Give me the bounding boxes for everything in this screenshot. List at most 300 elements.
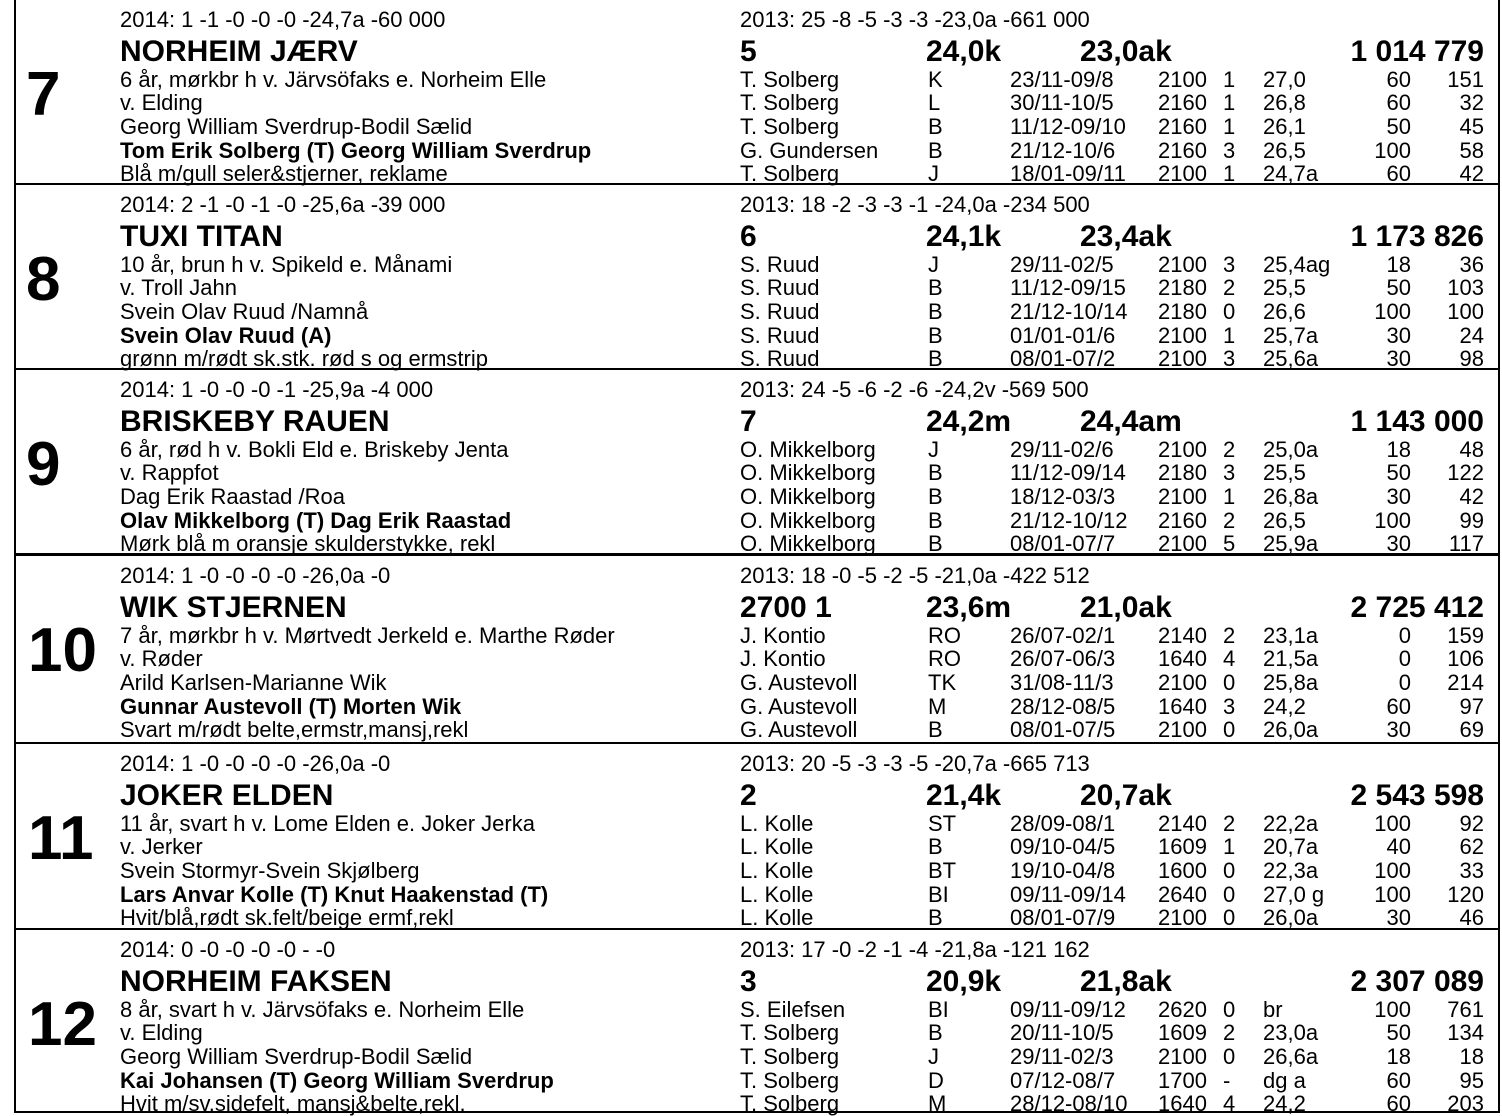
start-odds: 30 [1386,323,1411,348]
start-date: 31/08-11/3 [1010,670,1114,695]
post-position: 6 [740,220,757,253]
start-placing: 1 [1223,323,1236,348]
start-odds: 30 [1386,717,1411,742]
start-odds: 18 [1386,1044,1411,1069]
start-value: 45 [1459,114,1484,139]
start-date: 11/12-09/10 [1010,114,1126,139]
start-time: 24,2 [1263,694,1306,719]
start-driver: G. Austevoll [740,694,858,719]
start-track: K [928,67,943,92]
start-distance: 2140 [1158,623,1207,648]
start-date: 28/12-08/5 [1010,694,1116,719]
start-value: 92 [1459,811,1484,836]
start-driver: S. Ruud [740,346,820,371]
start-placing: 1 [1223,484,1236,509]
start-date: 09/11-09/14 [1010,882,1126,907]
start-track: BT [928,858,957,883]
start-track: RO [928,623,961,648]
start-distance: 2100 [1158,717,1207,742]
start-placing: 2 [1223,437,1236,462]
start-track: TK [928,670,957,695]
start-odds: 100 [1374,508,1411,533]
horse-name: TUXI TITAN [120,220,283,253]
stats-2014: 2014: 1 -0 -0 -0 -0 -26,0a -0 [120,563,391,588]
start-date: 07/12-08/7 [1010,1068,1116,1093]
start-driver: T. Solberg [740,1068,840,1093]
start-time: dg a [1263,1068,1306,1093]
start-odds: 60 [1386,161,1411,186]
start-value: 62 [1459,834,1484,859]
start-placing: 1 [1223,67,1236,92]
career-earnings: 2 543 598 [1350,779,1484,812]
racing-colors: Mørk blå m oransje skulderstykke, rekl [120,531,496,556]
start-date: 28/09-08/1 [1010,811,1116,836]
start-track: B [928,717,943,742]
start-distance: 1609 [1158,834,1207,859]
trainer-owner: Lars Anvar Kolle (T) Knut Haakenstad (T) [120,882,549,907]
horse-entry [16,556,1498,744]
start-placing: 0 [1223,997,1236,1022]
start-value: 103 [1447,275,1484,300]
start-placing: 3 [1223,460,1236,485]
start-odds: 100 [1374,858,1411,883]
start-distance: 2140 [1158,811,1207,836]
start-time: 26,6 [1263,299,1306,324]
start-track: BI [928,882,949,907]
start-odds: 100 [1374,997,1411,1022]
start-distance: 2100 [1158,1044,1207,1069]
start-date: 08/01-07/2 [1010,346,1116,371]
start-distance: 2100 [1158,484,1207,509]
start-driver: G. Austevoll [740,717,858,742]
start-driver: T. Solberg [740,1020,840,1045]
start-value: 98 [1459,346,1484,371]
start-distance: 2160 [1158,508,1207,533]
horse-name: NORHEIM JÆRV [120,35,358,68]
start-track: D [928,1068,944,1093]
start-track: B [928,834,943,859]
start-date: 08/01-07/7 [1010,531,1116,556]
start-track: BI [928,997,949,1022]
racing-colors: Hvit/blå,rødt sk.felt/beige ermf,rekl [120,905,454,930]
start-odds: 18 [1386,252,1411,277]
start-driver: T. Solberg [740,1044,840,1069]
start-value: 18 [1459,1044,1484,1069]
start-placing: 3 [1223,252,1236,277]
horse-info-line: Svein Olav Ruud /Namnå [120,299,369,324]
start-odds: 60 [1386,90,1411,115]
start-distance: 1700 [1158,1068,1207,1093]
horse-info-line: 8 år, svart h v. Järvsöfaks e. Norheim Elle [120,997,525,1022]
start-odds: 0 [1398,623,1411,648]
career-earnings: 1 014 779 [1350,35,1484,68]
horse-name: NORHEIM FAKSEN [120,965,392,998]
start-track: B [928,460,943,485]
start-placing: 2 [1223,811,1236,836]
start-odds: 100 [1374,299,1411,324]
start-time: 25,9a [1263,531,1319,556]
start-time: 25,5 [1263,275,1306,300]
start-odds: 50 [1386,275,1411,300]
trainer-owner: Gunnar Austevoll (T) Morten Wik [120,694,462,719]
start-distance: 2100 [1158,161,1207,186]
start-distance: 2160 [1158,138,1207,163]
start-value: 36 [1459,252,1484,277]
record-time: 24,0k [926,35,1002,68]
horse-info-line: 6 år, rød h v. Bokli Eld e. Briskeby Jenta [120,437,509,462]
start-odds: 50 [1386,460,1411,485]
horse-info-line: v. Jerker [120,834,203,859]
start-track: J [928,1044,939,1069]
start-time: 23,1a [1263,623,1319,648]
start-number: 9 [26,430,61,499]
start-value: 69 [1459,717,1484,742]
start-date: 21/12-10/14 [1010,299,1128,324]
start-time: 22,3a [1263,858,1319,883]
start-value: 159 [1447,623,1484,648]
post-position: 3 [740,965,757,998]
start-odds: 100 [1374,811,1411,836]
start-driver: O. Mikkelborg [740,437,876,462]
start-time: br [1263,997,1283,1022]
start-placing: 2 [1223,1020,1236,1045]
horse-name: WIK STJERNEN [120,591,347,624]
start-driver: T. Solberg [740,114,840,139]
start-driver: S. Ruud [740,252,820,277]
start-value: 95 [1459,1068,1484,1093]
start-odds: 50 [1386,1020,1411,1045]
record-time: 24,1k [926,220,1002,253]
start-placing: 0 [1223,858,1236,883]
stats-2014: 2014: 1 -1 -0 -0 -0 -24,7a -60 000 [120,7,446,32]
stats-2014: 2014: 1 -0 -0 -0 -0 -26,0a -0 [120,751,391,776]
start-track: ST [928,811,957,836]
start-distance: 2100 [1158,252,1207,277]
trainer-owner: Olav Mikkelborg (T) Dag Erik Raastad [120,508,512,533]
start-driver: S. Ruud [740,275,820,300]
horse-entry [16,744,1498,930]
start-track: M [928,694,947,719]
horse-info-line: Svein Stormyr-Svein Skjølberg [120,858,420,883]
start-date: 30/11-10/5 [1010,90,1114,115]
start-track: B [928,299,943,324]
horse-info-line: v. Elding [120,90,203,115]
stats-2013: 2013: 18 -2 -3 -3 -1 -24,0a -234 500 [740,192,1090,217]
start-odds: 30 [1386,346,1411,371]
post-position: 2700 1 [740,591,832,624]
start-time: 25,4ag [1263,252,1331,277]
start-odds: 30 [1386,905,1411,930]
stats-2014: 2014: 1 -0 -0 -0 -1 -25,9a -4 000 [120,377,434,402]
start-odds: 60 [1386,694,1411,719]
start-track: B [928,275,943,300]
horse-info-line: Georg William Sverdrup-Bodil Sælid [120,1044,473,1069]
start-date: 26/07-02/1 [1010,623,1116,648]
start-date: 21/12-10/12 [1010,508,1128,533]
horse-info-line: v. Rappfot [120,460,219,485]
start-date: 18/01-09/11 [1010,161,1126,186]
start-time: 25,8a [1263,670,1319,695]
start-value: 100 [1447,299,1484,324]
post-position: 7 [740,405,757,438]
start-distance: 2100 [1158,905,1207,930]
start-driver: J. Kontio [740,646,826,671]
start-distance: 2620 [1158,997,1207,1022]
horse-info-line: 11 år, svart h v. Lome Elden e. Joker Jerka [120,811,535,836]
start-time: 25,0a [1263,437,1319,462]
start-time: 26,0a [1263,905,1319,930]
start-placing: 3 [1223,138,1236,163]
start-driver: S. Ruud [740,323,820,348]
start-time: 27,0 [1263,67,1306,92]
start-number: 11 [28,804,94,873]
start-value: 58 [1459,138,1484,163]
start-placing: - [1223,1068,1231,1093]
start-distance: 1640 [1158,1091,1207,1116]
start-date: 11/12-09/14 [1010,460,1126,485]
start-date: 26/07-06/3 [1010,646,1116,671]
horse-info-line: Arild Karlsen-Marianne Wik [120,670,387,695]
horse-info-line: 6 år, mørkbr h v. Järvsöfaks e. Norheim Elle [120,67,547,92]
start-date: 09/11-09/12 [1010,997,1126,1022]
start-value: 106 [1447,646,1484,671]
start-distance: 2100 [1158,531,1207,556]
start-distance: 1640 [1158,694,1207,719]
start-placing: 3 [1223,346,1236,371]
horse-info-line: v. Troll Jahn [120,275,237,300]
stats-2013: 2013: 18 -0 -5 -2 -5 -21,0a -422 512 [740,563,1090,588]
record-time-auto: 23,4ak [1080,220,1172,253]
start-placing: 0 [1223,905,1236,930]
start-placing: 3 [1223,694,1236,719]
start-distance: 2100 [1158,437,1207,462]
start-distance: 1600 [1158,858,1207,883]
start-time: 25,6a [1263,346,1319,371]
start-odds: 60 [1386,1091,1411,1116]
post-position: 5 [740,35,757,68]
start-distance: 2100 [1158,670,1207,695]
start-track: J [928,161,939,186]
start-driver: O. Mikkelborg [740,460,876,485]
start-track: RO [928,646,961,671]
record-time-auto: 24,4am [1080,405,1182,438]
start-odds: 0 [1398,646,1411,671]
start-driver: S. Ruud [740,299,820,324]
horse-info-line: Dag Erik Raastad /Roa [120,484,345,509]
start-date: 29/11-02/5 [1010,252,1114,277]
start-placing: 1 [1223,834,1236,859]
career-earnings: 2 725 412 [1350,591,1484,624]
start-odds: 60 [1386,67,1411,92]
start-driver: G. Gundersen [740,138,879,163]
start-driver: L. Kolle [740,834,814,859]
start-date: 21/12-10/6 [1010,138,1116,163]
record-time-auto: 21,0ak [1080,591,1172,624]
record-time-auto: 21,8ak [1080,965,1172,998]
start-number: 7 [26,60,61,129]
stats-2013: 2013: 24 -5 -6 -2 -6 -24,2v -569 500 [740,377,1089,402]
start-placing: 4 [1223,1091,1236,1116]
start-time: 26,5 [1263,138,1306,163]
start-placing: 0 [1223,299,1236,324]
start-number: 10 [28,616,97,685]
trainer-owner: Kai Johansen (T) Georg William Sverdrup [120,1068,554,1093]
start-odds: 30 [1386,484,1411,509]
horse-entry [16,930,1498,1116]
start-value: 46 [1459,905,1484,930]
start-date: 23/11-09/8 [1010,67,1114,92]
start-value: 214 [1447,670,1484,695]
horse-name: BRISKEBY RAUEN [120,405,390,438]
start-track: M [928,1091,947,1116]
start-time: 26,1 [1263,114,1306,139]
start-time: 23,0a [1263,1020,1319,1045]
start-distance: 2100 [1158,323,1207,348]
start-distance: 2100 [1158,67,1207,92]
stats-2013: 2013: 20 -5 -3 -3 -5 -20,7a -665 713 [740,751,1090,776]
start-value: 97 [1459,694,1484,719]
start-odds: 18 [1386,437,1411,462]
start-time: 26,8a [1263,484,1319,509]
racing-colors: grønn m/rødt sk.stk. rød s og ermstrip [120,346,488,371]
start-date: 01/01-01/6 [1010,323,1116,348]
start-odds: 100 [1374,882,1411,907]
start-time: 25,7a [1263,323,1319,348]
start-number: 8 [26,245,61,314]
start-value: 120 [1447,882,1484,907]
start-driver: O. Mikkelborg [740,531,876,556]
race-program-sheet [14,0,1500,1116]
start-time: 26,5 [1263,508,1306,533]
start-distance: 2160 [1158,90,1207,115]
start-odds: 60 [1386,1068,1411,1093]
trainer-owner: Tom Erik Solberg (T) Georg William Sverdrup [120,138,592,163]
start-track: B [928,508,943,533]
record-time: 24,2m [926,405,1012,438]
start-placing: 0 [1223,670,1236,695]
start-track: B [928,346,943,371]
career-earnings: 2 307 089 [1350,965,1484,998]
horse-info-line: Georg William Sverdrup-Bodil Sælid [120,114,473,139]
start-distance: 2180 [1158,299,1207,324]
start-value: 42 [1459,484,1484,509]
start-time: 22,2a [1263,811,1319,836]
start-date: 19/10-04/8 [1010,858,1116,883]
start-placing: 0 [1223,882,1236,907]
start-placing: 0 [1223,1044,1236,1069]
start-track: L [928,90,941,115]
start-placing: 0 [1223,717,1236,742]
start-time: 26,8 [1263,90,1306,115]
record-time: 23,6m [926,591,1012,624]
start-time: 21,5a [1263,646,1319,671]
start-value: 48 [1459,437,1484,462]
start-value: 33 [1459,858,1484,883]
horse-name: JOKER ELDEN [120,779,334,812]
horse-info-line: 10 år, brun h v. Spikeld e. Månami [120,252,453,277]
stats-2014: 2014: 2 -1 -0 -1 -0 -25,6a -39 000 [120,192,446,217]
start-placing: 1 [1223,114,1236,139]
start-driver: T. Solberg [740,161,840,186]
start-value: 99 [1459,508,1484,533]
horse-info-line: v. Røder [120,646,203,671]
record-time: 21,4k [926,779,1002,812]
start-distance: 2160 [1158,114,1207,139]
start-track: B [928,114,943,139]
trainer-owner: Svein Olav Ruud (A) [120,323,332,348]
start-track: J [928,437,939,462]
racing-colors: Svart m/rødt belte,ermstr,mansj,rekl [120,717,469,742]
racing-colors: Hvit m/sv.sidefelt, mansj&belte,rekl. [120,1091,466,1116]
start-track: B [928,138,943,163]
start-time: 25,5 [1263,460,1306,485]
start-value: 122 [1447,460,1484,485]
start-distance: 2100 [1158,346,1207,371]
start-value: 761 [1447,997,1484,1022]
start-driver: L. Kolle [740,811,814,836]
start-value: 24 [1459,323,1484,348]
start-odds: 0 [1398,670,1411,695]
start-driver: G. Austevoll [740,670,858,695]
start-date: 29/11-02/3 [1010,1044,1114,1069]
horse-entry [16,185,1498,370]
start-placing: 2 [1223,508,1236,533]
start-odds: 40 [1386,834,1411,859]
start-placing: 2 [1223,275,1236,300]
stats-2014: 2014: 0 -0 -0 -0 -0 - -0 [120,937,336,962]
start-distance: 1609 [1158,1020,1207,1045]
start-date: 28/12-08/10 [1010,1091,1128,1116]
career-earnings: 1 143 000 [1350,405,1484,438]
start-driver: T. Solberg [740,90,840,115]
start-track: B [928,484,943,509]
start-value: 134 [1447,1020,1484,1045]
start-driver: T. Solberg [740,1091,840,1116]
start-distance: 2180 [1158,460,1207,485]
start-driver: L. Kolle [740,905,814,930]
start-placing: 1 [1223,90,1236,115]
start-time: 24,2 [1263,1091,1306,1116]
start-track: B [928,1020,943,1045]
start-driver: L. Kolle [740,858,814,883]
post-position: 2 [740,779,757,812]
start-value: 117 [1448,531,1484,556]
start-driver: O. Mikkelborg [740,508,876,533]
horse-entry [16,370,1498,556]
racing-colors: Blå m/gull seler&stjerner, reklame [120,161,448,186]
start-distance: 1640 [1158,646,1207,671]
record-time-auto: 20,7ak [1080,779,1172,812]
start-odds: 100 [1374,138,1411,163]
start-track: J [928,252,939,277]
start-driver: J. Kontio [740,623,826,648]
start-date: 08/01-07/9 [1010,905,1116,930]
horse-entry [16,0,1498,185]
start-distance: 2640 [1158,882,1207,907]
horse-info-line: v. Elding [120,1020,203,1045]
start-time: 26,6a [1263,1044,1319,1069]
start-track: B [928,905,943,930]
start-date: 09/10-04/5 [1010,834,1116,859]
start-time: 20,7a [1263,834,1319,859]
start-time: 27,0 g [1263,882,1325,907]
start-value: 32 [1459,90,1484,115]
start-driver: S. Eilefsen [740,997,846,1022]
start-odds: 50 [1386,114,1411,139]
horse-info-line: 7 år, mørkbr h v. Mørtvedt Jerkeld e. Marthe Røder [120,623,615,648]
start-driver: O. Mikkelborg [740,484,876,509]
stats-2013: 2013: 25 -8 -5 -3 -3 -23,0a -661 000 [740,7,1090,32]
